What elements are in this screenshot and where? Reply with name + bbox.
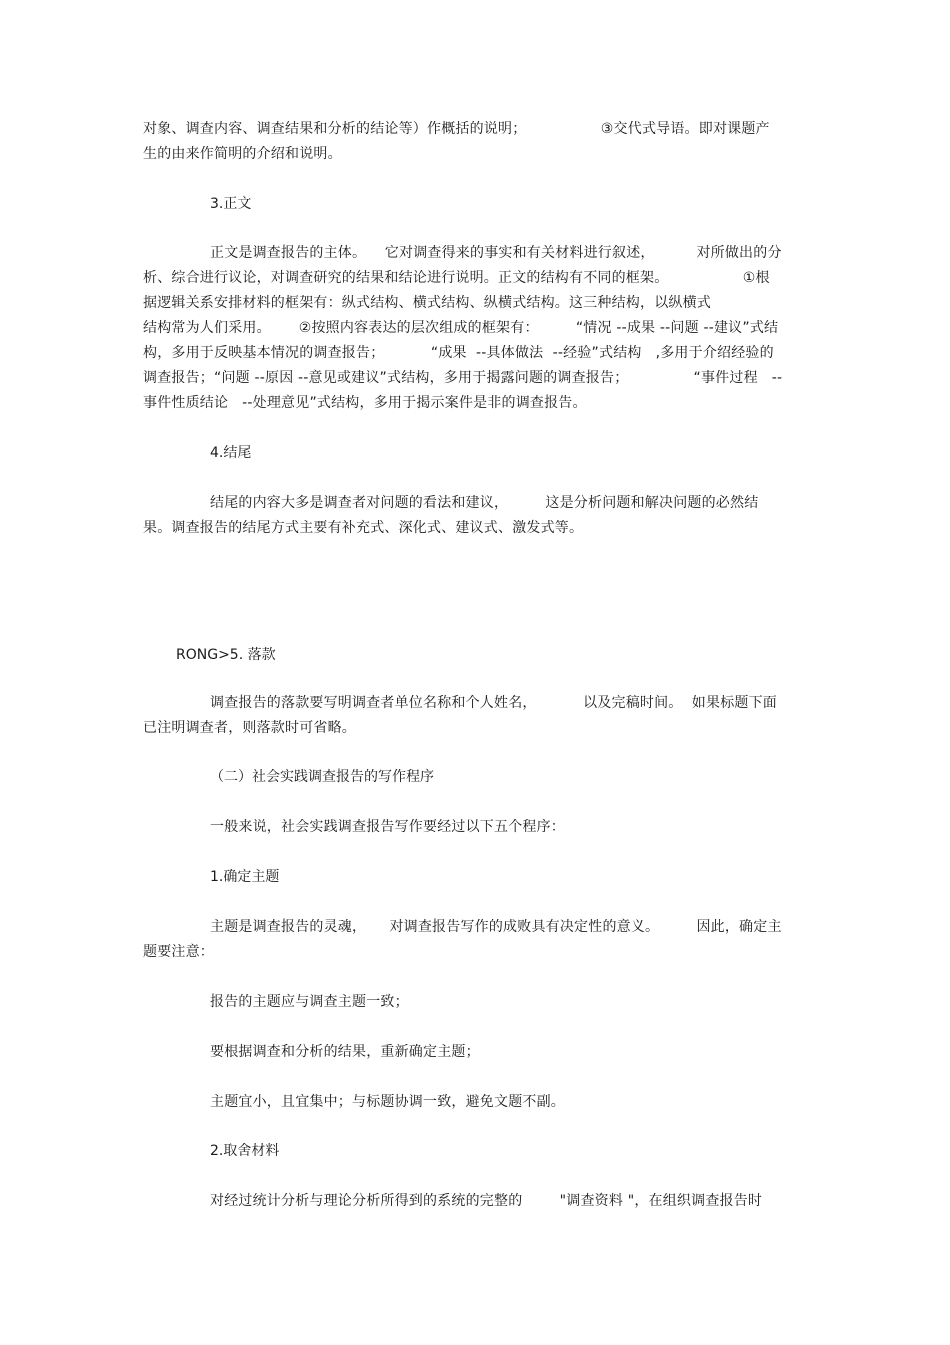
paragraph-line: 对经过统计分析与理论分析所得到的系统的完整的 "调查资料 "，在组织调查报告时 [210, 1193, 763, 1209]
section-heading: 3.正文 [210, 196, 252, 212]
section-heading: 4.结尾 [210, 445, 252, 461]
paragraph-line: 结尾的内容大多是调查者对问题的看法和建议， 这是分析问题和解决问题的必然结 [210, 495, 759, 511]
paragraph-line: 果。调查报告的结尾方式主要有补充式、深化式、建议式、激发式等。 [143, 520, 584, 536]
list-item: 要根据调查和分析的结果，重新确定主题； [210, 1044, 480, 1060]
section-heading: RONG>5. 落款 [176, 647, 276, 663]
paragraph-line: 已注明调查者，则落款时可省略。 [143, 720, 356, 736]
paragraph-line: 题要注意： [143, 944, 214, 960]
paragraph-line: 事件性质结论 --处理意见”式结构，多用于揭示案件是非的调查报告。 [143, 395, 587, 411]
step-heading: 2.取舍材料 [210, 1143, 280, 1159]
list-item: 主题宜小，且宜集中；与标题协调一致，避免文题不副。 [210, 1094, 565, 1110]
step-heading: 1.确定主题 [210, 869, 280, 885]
paragraph-line: 正文是调查报告的主体。 它对调查得来的事实和有关材料进行叙述， 对所做出的分 [210, 245, 782, 261]
paragraph-line: 结构常为人们采用。 ②按照内容表达的层次组成的框架有： “情况 --成果 --问题 --建议”式结 [143, 320, 779, 336]
part-heading: （二）社会实践调查报告的写作程序 [210, 769, 434, 785]
paragraph-line: 调查报告的落款要写明调查者单位名称和个人姓名， 以及完稿时间。 如果标题下面 [210, 695, 777, 711]
paragraph-line: 构，多用于反映基本情况的调查报告； “成果 --具体做法 --经验”式结构 ,多用于介绍经验的 [143, 345, 774, 361]
paragraph-line: 析、综合进行议论，对调查研究的结果和结论进行说明。正文的结构有不同的框架。 ①根 [143, 270, 770, 286]
paragraph-line: 一般来说，社会实践调查报告写作要经过以下五个程序： [210, 819, 565, 835]
paragraph-line: 对象、调查内容、调查结果和分析的结论等）作概括的说明； ③交代式导语。即对课题产 [143, 121, 770, 137]
paragraph-line: 调查报告；“问题 --原因 --意见或建议”式结构，多用于揭露问题的调查报告； “事件过程 -- [143, 370, 783, 386]
list-item: 报告的主题应与调查主题一致； [210, 994, 409, 1010]
paragraph-line: 据逻辑关系安排材料的框架有：纵式结构、横式结构、纵横式结构。这三种结构，以纵横式 [143, 295, 711, 311]
paragraph-line: 主题是调查报告的灵魂， 对调查报告写作的成败具有决定性的意义。 因此，确定主 [210, 919, 782, 935]
paragraph-line: 生的由来作简明的介绍和说明。 [143, 146, 342, 162]
